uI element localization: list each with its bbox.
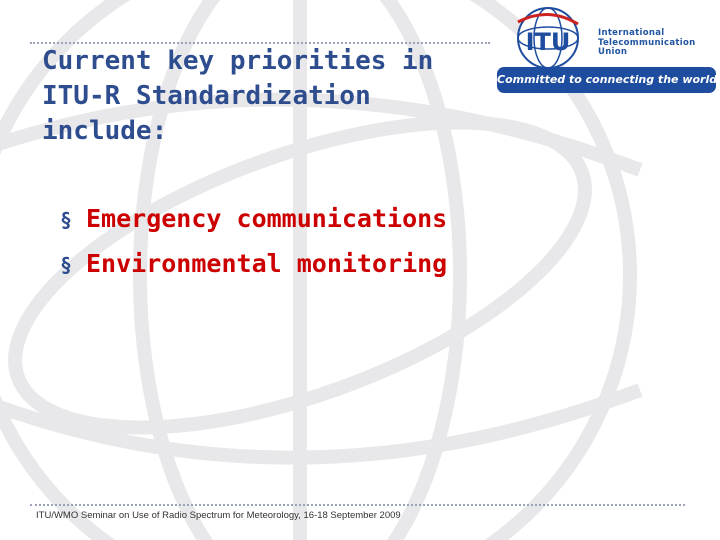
square-bullet-icon: § (60, 253, 73, 277)
bottom-dotted-divider (30, 504, 685, 506)
org-line-1: International (598, 28, 665, 38)
org-line-3: Union (598, 47, 628, 57)
title-line-2: ITU-R Standardization (42, 81, 371, 111)
bullet-text: Emergency communications (86, 204, 448, 233)
tagline-text: Committed to connecting the world (497, 73, 718, 86)
org-name (598, 29, 716, 58)
title-line-3: include: (42, 116, 168, 146)
bullet-item (60, 204, 447, 249)
bullet-list (60, 204, 447, 294)
bullet-text: Environmental monitoring (86, 249, 448, 278)
bullet-item (60, 249, 447, 294)
logo-emblem-text: ITU (525, 28, 571, 56)
org-line-2: Telecommunication (598, 37, 696, 48)
slide-footer: ITU/WMO Seminar on Use of Radio Spectrum for Meteorology, 16-18 September 2009 (36, 510, 401, 521)
title-line-1: Current key priorities in (42, 46, 434, 76)
square-bullet-icon: § (60, 208, 73, 232)
slide-title (42, 44, 492, 149)
